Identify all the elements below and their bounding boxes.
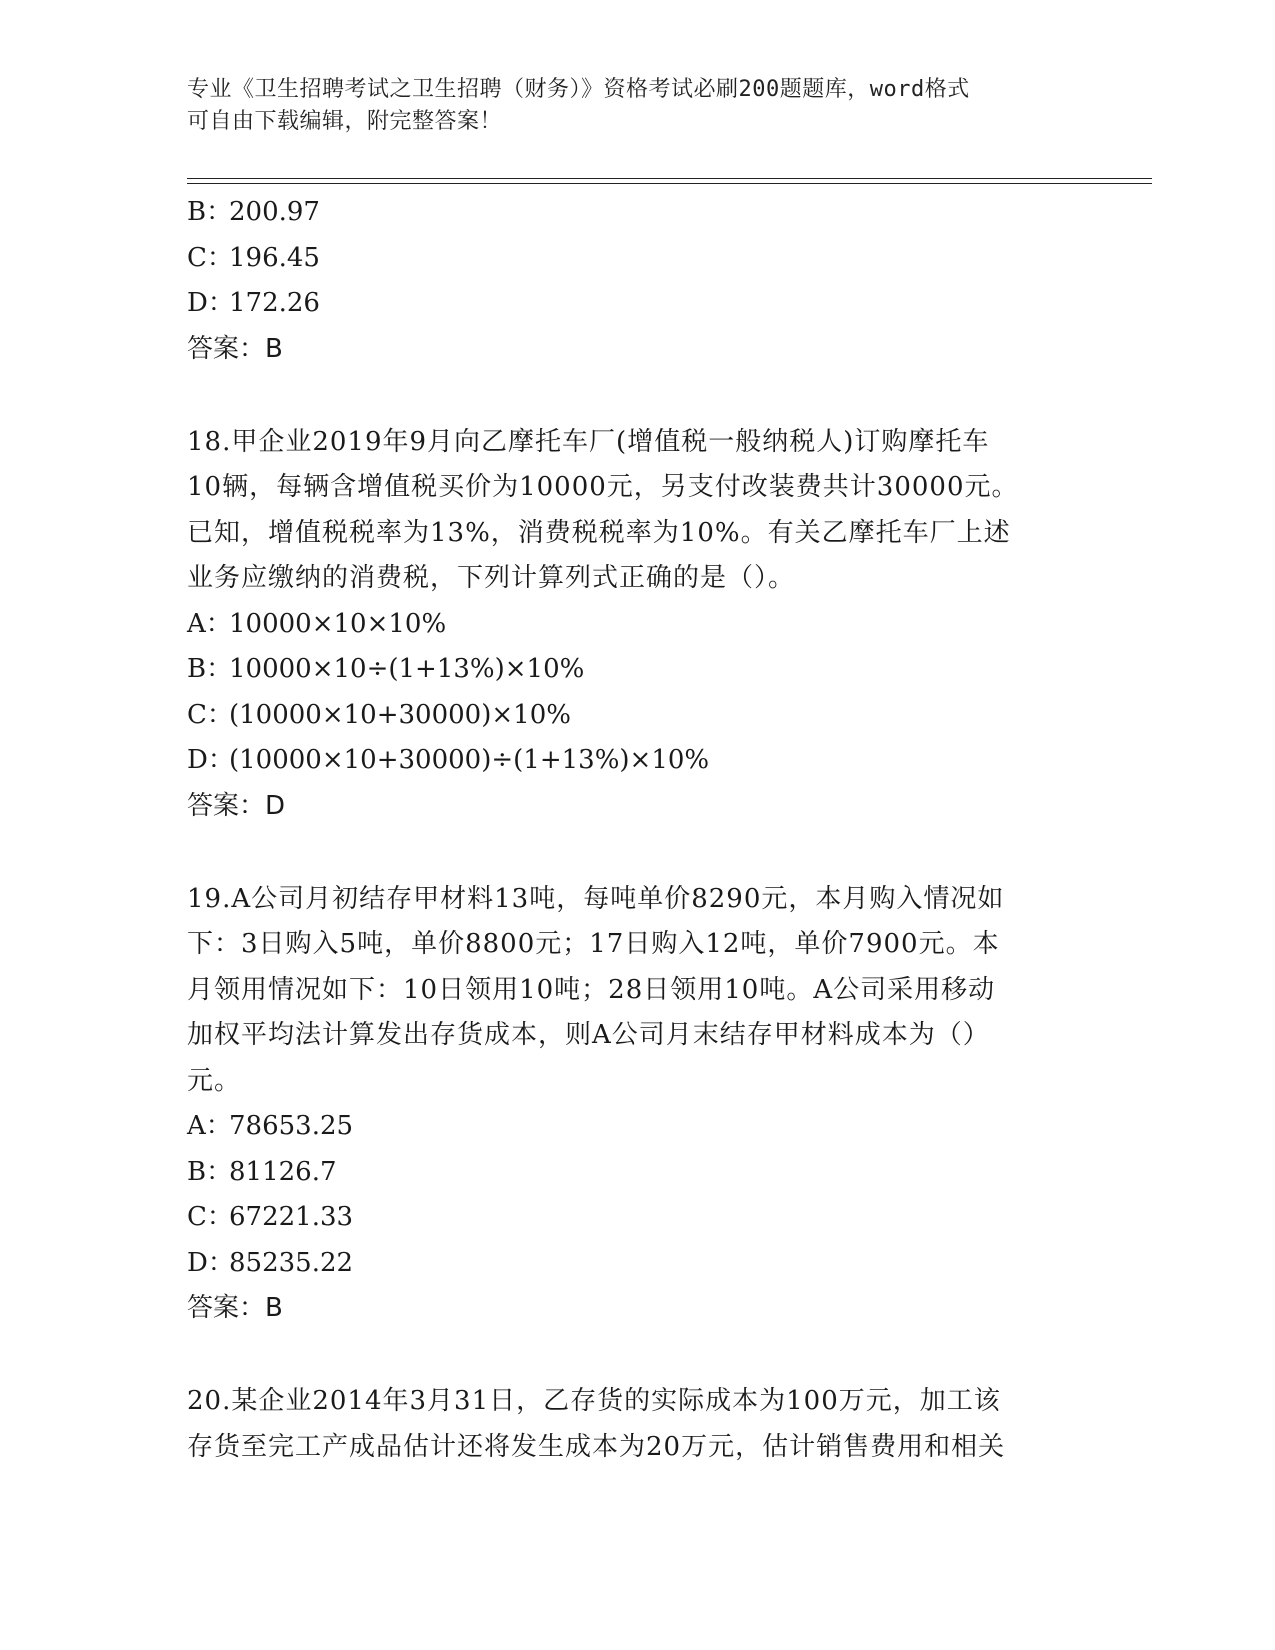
header-line-2: 可自由下载编辑，附完整答案！	[187, 109, 503, 134]
option-letter: C：	[187, 1202, 233, 1232]
option-letter: D：	[187, 745, 234, 775]
question-text-line: 加权平均法计算发出存货成本，则A公司月末结存甲材料成本为（）	[187, 1020, 990, 1050]
question-text-line: 10辆，每辆含增值税买价为10000元，另支付改装费共计30000元。	[187, 472, 1019, 502]
option-c	[187, 236, 1087, 282]
option-text: 196.45	[229, 242, 320, 273]
header-rule-bottom	[187, 183, 1152, 184]
question-text-line: 18.甲企业2019年9月向乙摩托车厂(增值税一般纳税人)订购摩托车	[187, 426, 990, 457]
option-text: (10000×10+30000)×10%	[229, 699, 571, 730]
option-d	[187, 281, 1087, 327]
option-d	[187, 738, 1087, 784]
option-letter: C：	[187, 699, 233, 730]
question-17	[187, 190, 1087, 372]
option-text: 81126.7	[229, 1156, 337, 1187]
option-text: 78653.25	[229, 1111, 354, 1141]
question-20	[187, 1379, 1087, 1470]
question-text-line: 20.某企业2014年3月31日，乙存货的实际成本为100万元，加工该	[187, 1386, 1001, 1416]
option-c	[187, 693, 1087, 739]
option-b	[187, 1150, 1087, 1196]
option-a	[187, 1104, 1087, 1150]
option-a	[187, 602, 1087, 648]
page-header	[187, 74, 1067, 138]
spacer	[187, 372, 1087, 418]
option-text: 172.26	[229, 288, 320, 318]
answer-line: 答案：B	[187, 1293, 283, 1323]
option-letter: D：	[187, 288, 234, 318]
question-text-line: 业务应缴纳的消费税，下列计算列式正确的是（）。	[187, 563, 796, 593]
spacer	[187, 1332, 1087, 1378]
option-b	[187, 190, 1087, 236]
question-text-line: 存货至完工产成品估计还将发生成本为20万元，估计销售费用和相关	[187, 1431, 1006, 1462]
option-text: 200.97	[229, 197, 320, 227]
option-b	[187, 647, 1087, 693]
question-text-line: 已知，增值税税率为13%，消费税税率为10%。有关乙摩托车厂上述	[187, 517, 1011, 548]
answer-line: 答案：B	[187, 333, 283, 364]
option-letter: B：	[187, 197, 233, 227]
option-text: 10000×10÷(1+13%)×10%	[229, 654, 585, 684]
question-content	[187, 190, 1087, 1470]
option-d	[187, 1241, 1087, 1287]
spacer	[187, 829, 1087, 875]
option-letter: C：	[187, 242, 233, 273]
question-text-line: 元。	[187, 1065, 242, 1096]
question-text-line: 月领用情况如下：10日领用10吨；28日领用10吨。A公司采用移动	[187, 974, 996, 1005]
answer-line: 答案：D	[187, 790, 286, 821]
option-text: (10000×10+30000)÷(1+13%)×10%	[229, 745, 710, 775]
option-letter: D：	[187, 1247, 234, 1278]
question-18	[187, 420, 1087, 830]
header-line-1: 专业《卫生招聘考试之卫生招聘（财务）》资格考试必刷200题题库，word格式	[187, 77, 970, 102]
option-letter: A：	[187, 1111, 232, 1141]
option-text: 67221.33	[229, 1202, 354, 1232]
option-letter: B：	[187, 1156, 233, 1187]
option-c	[187, 1195, 1087, 1241]
question-text-line: 下：3日购入5吨，单价8800元；17日购入12吨，单价7900元。本	[187, 929, 1000, 959]
option-text: 10000×10×10%	[229, 608, 447, 639]
question-19	[187, 877, 1087, 1332]
option-text: 85235.22	[229, 1247, 354, 1278]
header-rule-top	[187, 178, 1152, 179]
option-letter: B：	[187, 654, 233, 684]
question-text-line: 19.A公司月初结存甲材料13吨，每吨单价8290元，本月购入情况如	[187, 883, 1005, 914]
option-letter: A：	[187, 608, 232, 639]
